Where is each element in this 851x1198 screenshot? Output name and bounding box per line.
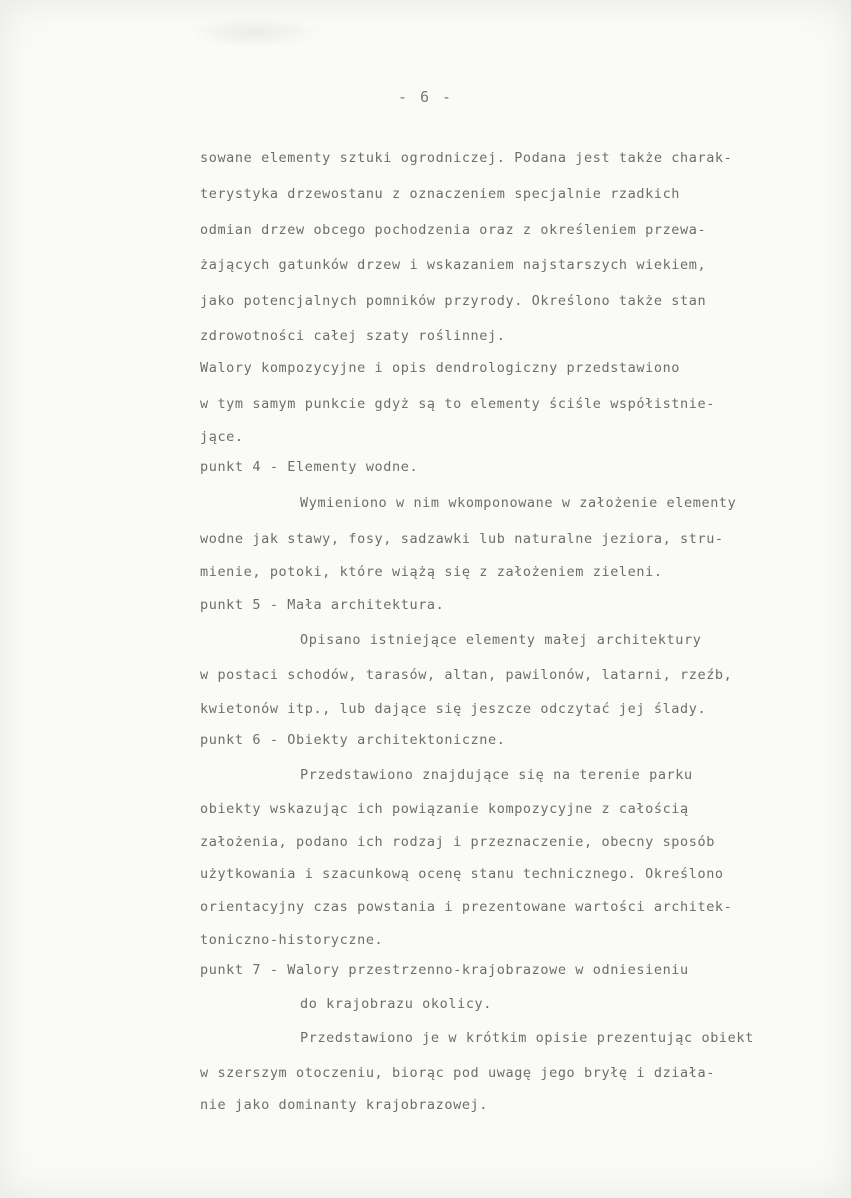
text-line: do krajobrazu okolicy. xyxy=(300,996,493,1012)
text-line: Przedstawiono je w krótkim opisie prezentując obiekt xyxy=(300,1030,754,1046)
text-line: mienie, potoki, które wiążą się z założeniem zieleni. xyxy=(200,564,663,580)
text-line: odmian drzew obcego pochodzenia oraz z określeniem przewa- xyxy=(200,222,707,238)
text-line: zdrowotności całej szaty roślinnej. xyxy=(200,328,506,344)
page-number: - 6 - xyxy=(397,88,454,106)
section-heading: punkt 7 - Walory przestrzenno-krajobrazowe w odniesieniu xyxy=(200,962,689,978)
text-line: w postaci schodów, tarasów, altan, pawilonów, latarni, rzeźb, xyxy=(200,667,733,683)
text-line: żających gatunków drzew i wskazaniem najstarszych wiekiem, xyxy=(200,257,707,273)
text-line: terystyka drzewostanu z oznaczeniem specjalnie rzadkich xyxy=(200,186,681,202)
text-line: jako potencjalnych pomników przyrody. Określono także stan xyxy=(200,293,707,309)
scan-smudge xyxy=(190,18,320,48)
text-line: Opisano istniejące elementy małej architektury xyxy=(300,632,702,648)
text-line: kwietonów itp., lub dające się jeszcze odczytać jej ślady. xyxy=(200,701,707,717)
text-line: w tym samym punkcie gdyż są to elementy ściśle współistnie- xyxy=(200,396,715,412)
text-line: wodne jak stawy, fosy, sadzawki lub naturalne jeziora, stru- xyxy=(200,531,724,547)
text-line: w szerszym otoczeniu, biorąc pod uwagę jego bryłę i działa- xyxy=(200,1065,715,1081)
text-line: Przedstawiono znajdujące się na terenie parku xyxy=(300,767,693,783)
text-line: Wymieniono w nim wkomponowane w założenie elementy xyxy=(300,495,737,511)
section-heading: punkt 5 - Mała architektura. xyxy=(200,597,445,613)
section-heading: punkt 4 - Elementy wodne. xyxy=(200,459,419,475)
text-line: Walory kompozycyjne i opis dendrologiczny przedstawiono xyxy=(200,360,681,376)
text-line: jące. xyxy=(200,429,244,445)
text-line: toniczno-historyczne. xyxy=(200,932,384,948)
section-heading: punkt 6 - Obiekty architektoniczne. xyxy=(200,732,506,748)
text-line: nie jako dominanty krajobrazowej. xyxy=(200,1097,489,1113)
text-line: orientacyjny czas powstania i prezentowane wartości architek- xyxy=(200,899,733,915)
text-line: sowane elementy sztuki ogrodniczej. Podana jest także charak- xyxy=(200,150,733,166)
text-line: założenia, podano ich rodzaj i przeznaczenie, obecny sposób xyxy=(200,834,715,850)
text-line: obiekty wskazując ich powiązanie kompozycyjne z całością xyxy=(200,801,689,817)
text-line: użytkowania i szacunkową ocenę stanu technicznego. Określono xyxy=(200,866,724,882)
